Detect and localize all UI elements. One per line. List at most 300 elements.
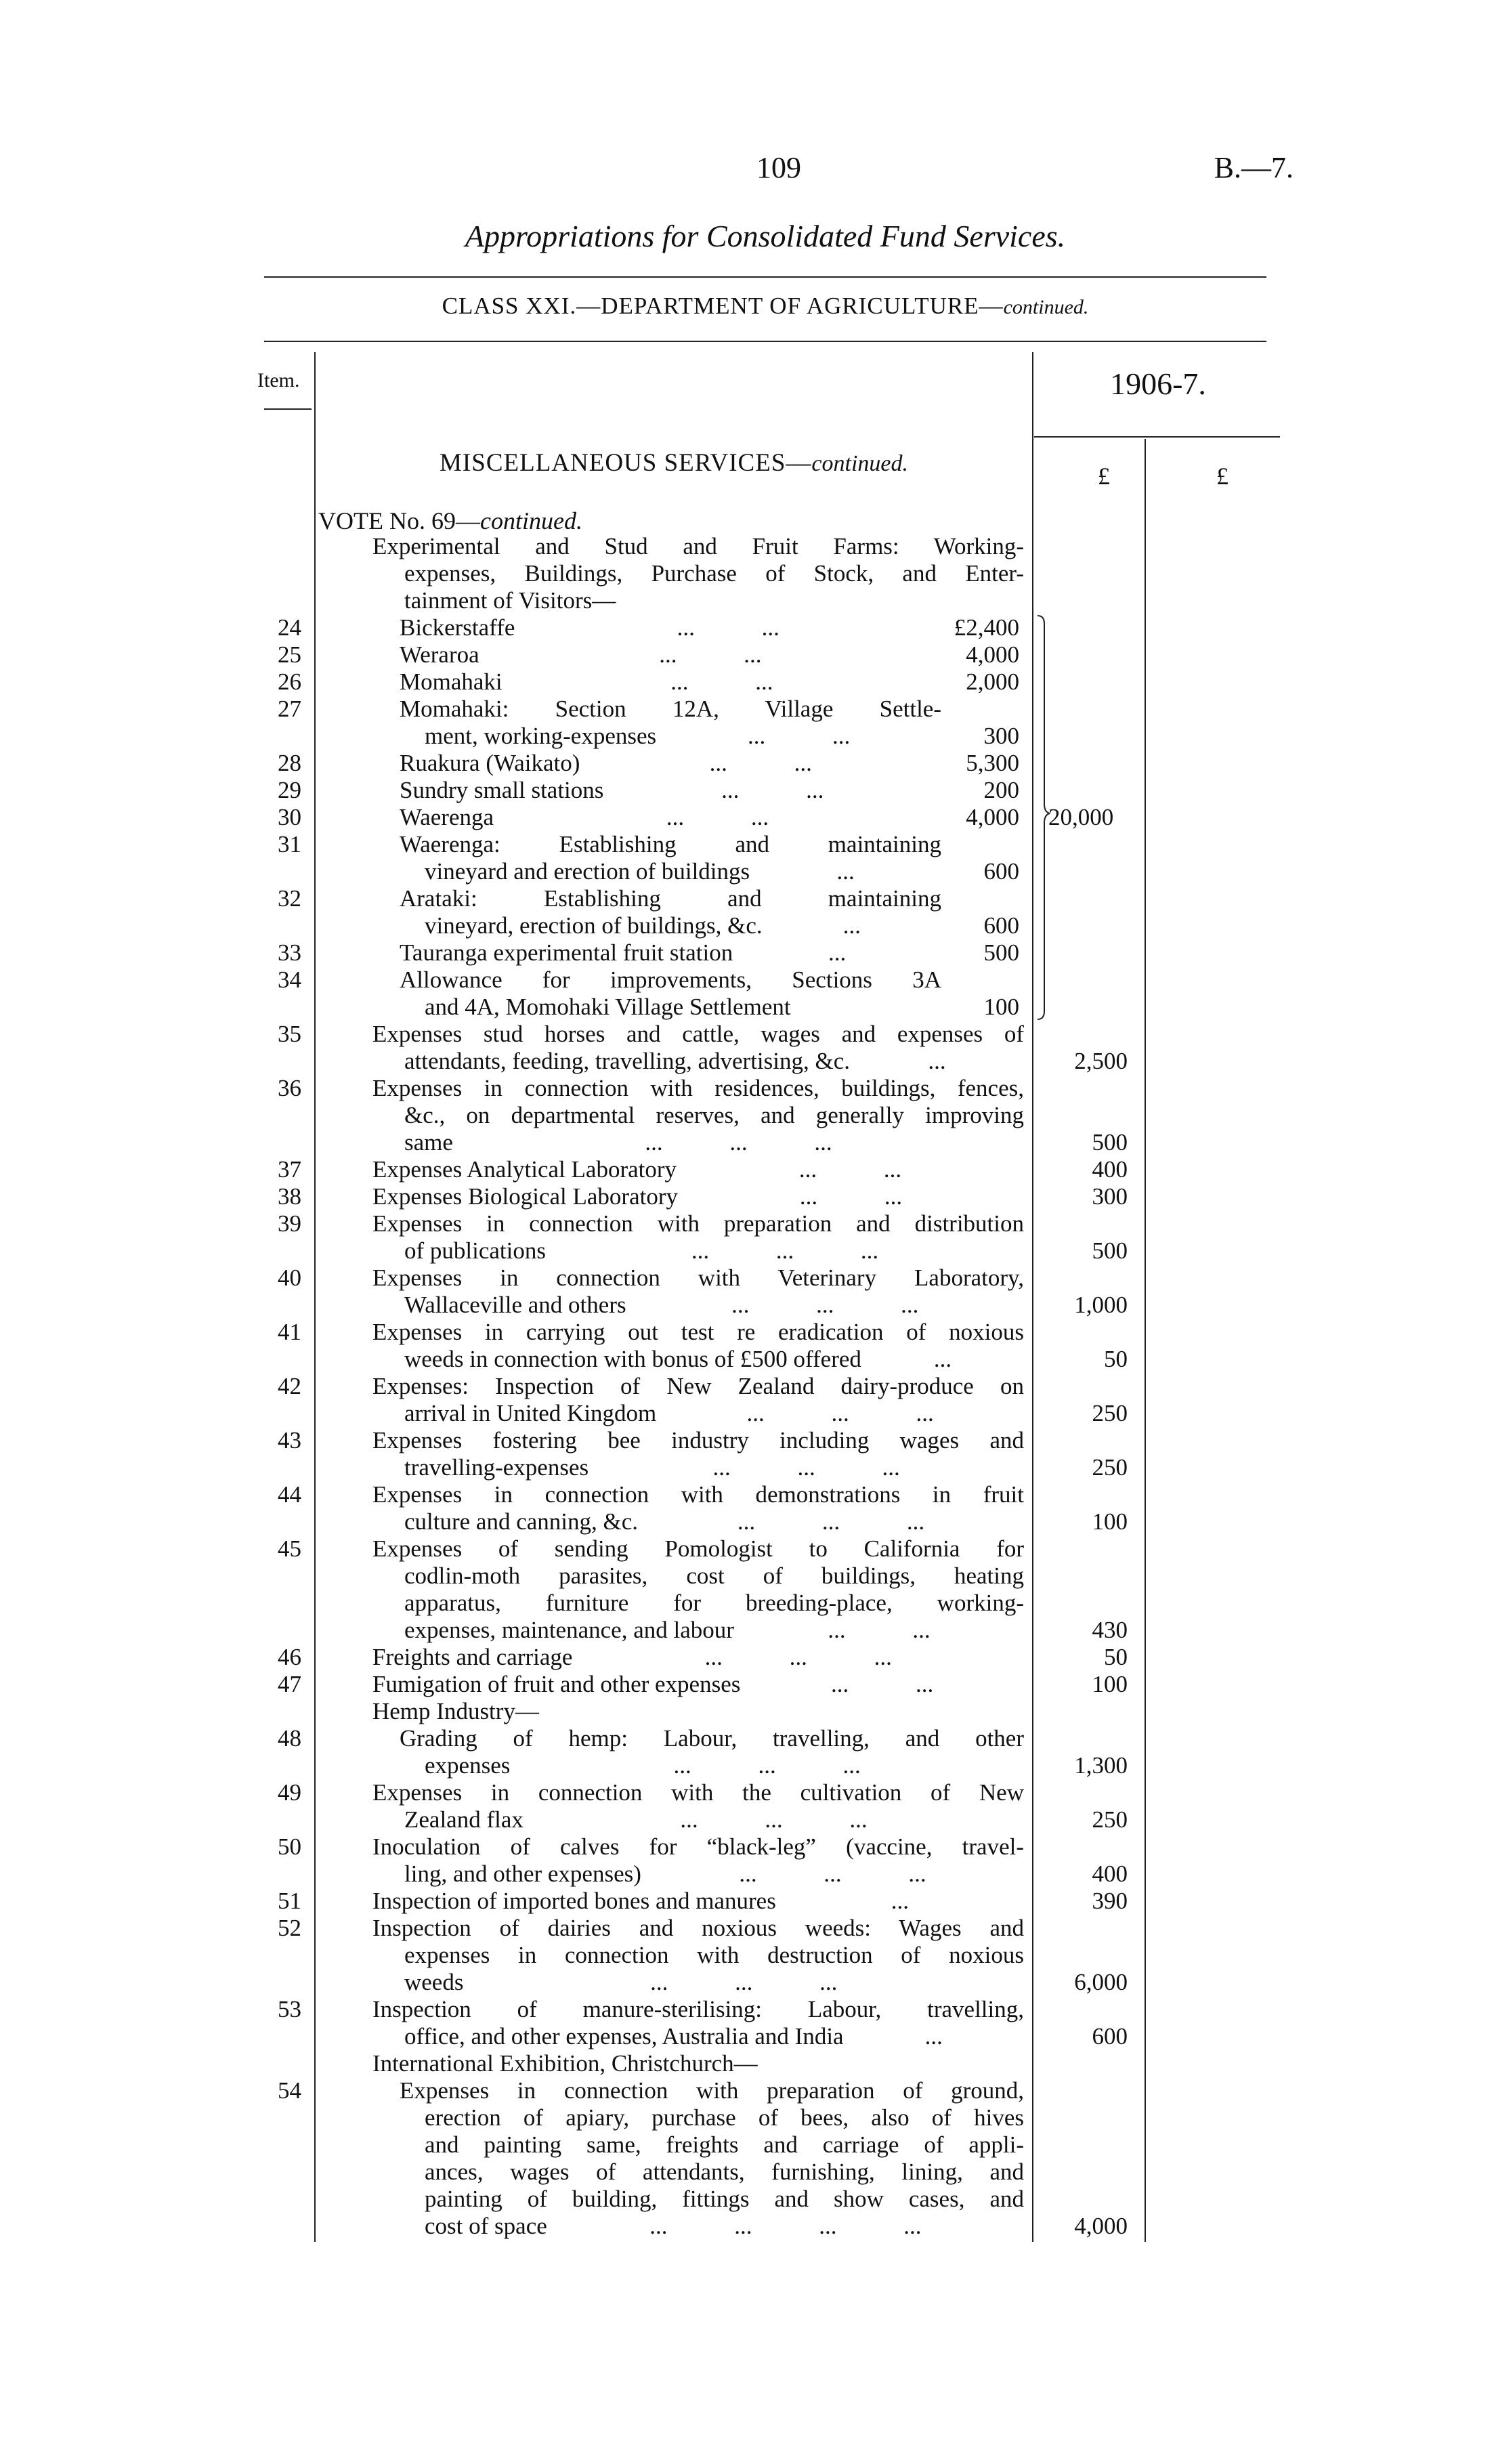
amount: 500 — [1092, 1129, 1128, 1155]
item-description — [404, 1942, 1024, 1969]
description-text: Expenses stud horses and cattle, wages and expenses of — [372, 1021, 1024, 1047]
table-row — [0, 2050, 1496, 2077]
item-description — [372, 1698, 1024, 1725]
description-text: painting of building, fittings and show cases, and — [425, 2186, 1024, 2212]
description-text: Expenses in connection with Veterinary Laboratory, — [372, 1265, 1024, 1291]
table-row — [0, 1698, 1496, 1725]
table-row — [0, 777, 1496, 804]
item-number: 33 — [278, 939, 301, 966]
table-row — [0, 1942, 1496, 1969]
table-row — [0, 750, 1496, 777]
item-number: 30 — [278, 804, 301, 830]
item-description — [400, 1725, 1024, 1752]
item-number: 52 — [278, 1915, 301, 1941]
table-row — [0, 858, 1496, 885]
leader-dots: ... ... — [709, 750, 812, 776]
description-text: International Exhibition, Christchurch— — [372, 2050, 758, 2077]
description-text: Ruakura (Waikato) — [400, 750, 580, 776]
class-heading-suffix: continued. — [1003, 296, 1089, 318]
dot-leader — [589, 1454, 1024, 1481]
item-number: 44 — [278, 1481, 301, 1508]
amount: 50 — [1104, 1346, 1128, 1372]
amount: 430 — [1092, 1617, 1128, 1643]
leader-dots: ... — [891, 1888, 910, 1914]
description-text: erection of apiary, purchase of bees, also of hives — [425, 2104, 1024, 2131]
item-description — [400, 696, 941, 723]
leader-dots: ... — [842, 912, 861, 939]
description-text: Expenses in connection with preparation and distribution — [372, 1210, 1024, 1237]
dot-leader — [733, 939, 941, 967]
description-text: same — [404, 1129, 453, 1155]
item-description — [372, 1535, 1024, 1563]
table-row — [0, 1292, 1496, 1319]
description-text: ment, working-expenses — [425, 723, 657, 749]
description-text: Expenses Biological Laboratory — [372, 1183, 678, 1210]
leader-dots: ... ... ... ... — [649, 2213, 922, 2239]
item-description — [425, 2159, 1024, 2186]
table-row — [0, 1508, 1496, 1535]
leader-dots: ... — [828, 939, 847, 966]
amount: 100 — [1092, 1671, 1128, 1697]
table-row — [0, 1048, 1496, 1075]
leader-dots: ... ... ... — [746, 1400, 934, 1426]
item-description — [400, 967, 941, 994]
item-description — [425, 2104, 1024, 2131]
item-number: 29 — [278, 777, 301, 803]
table-row — [0, 614, 1496, 641]
section-heading-suffix: continued. — [811, 451, 908, 476]
item-description — [372, 533, 1024, 560]
item-description — [372, 2050, 1024, 2077]
dot-leader — [844, 2023, 1024, 2050]
table-row — [0, 1779, 1496, 1806]
item-description — [372, 1833, 1024, 1861]
item-description — [400, 777, 941, 804]
dot-leader — [546, 1237, 1024, 1265]
document-reference: B.—7. — [1214, 151, 1294, 184]
table-row — [0, 1265, 1496, 1292]
description-text: Inspection of manure-sterilising: Labour, travelling, — [372, 1996, 1024, 2022]
amount: 1,300 — [1074, 1752, 1128, 1779]
description-text: ances, wages of attendants, furnishing, lining, and — [425, 2159, 1024, 2185]
item-description — [404, 1508, 1024, 1535]
description-text: expenses, Buildings, Purchase of Stock, and Enter- — [404, 560, 1024, 587]
item-description — [372, 1265, 1024, 1292]
table-row — [0, 2131, 1496, 2159]
description-text: Inspection of imported bones and manures — [372, 1888, 776, 1914]
table-row — [0, 1346, 1496, 1373]
dot-leader — [626, 1292, 1024, 1319]
table-row — [0, 560, 1496, 587]
description-text: Momahaki — [400, 668, 503, 695]
dot-leader — [677, 1156, 1024, 1183]
table-row — [0, 1563, 1496, 1590]
table-row — [0, 641, 1496, 668]
item-number: 45 — [278, 1535, 301, 1562]
leader-dots: ... ... — [721, 777, 824, 803]
description-text: ling, and other expenses) — [404, 1861, 641, 1887]
item-description — [400, 750, 941, 777]
item-number: 32 — [278, 885, 301, 912]
item-description — [400, 2077, 1024, 2104]
item-description — [425, 2186, 1024, 2213]
item-description — [404, 1590, 1024, 1617]
dot-leader — [479, 641, 941, 668]
item-number: 43 — [278, 1427, 301, 1453]
sub-amount: £2,400 — [954, 614, 1019, 641]
dot-leader — [547, 2213, 1024, 2240]
description-text: Expenses in connection with preparation of ground, — [400, 2077, 1024, 2104]
dot-leader — [603, 777, 941, 804]
description-text: Expenses fostering bee industry including wages and — [372, 1427, 1024, 1453]
vote-label-suffix: continued. — [479, 507, 582, 534]
description-text: Allowance for improvements, Sections 3A — [400, 967, 941, 993]
item-description — [372, 1319, 1024, 1346]
item-number: 42 — [278, 1373, 301, 1399]
table-row — [0, 1752, 1496, 1779]
item-description — [400, 804, 941, 831]
item-description — [400, 939, 941, 967]
table-row — [0, 1129, 1496, 1156]
item-number: 26 — [278, 668, 301, 695]
table-row — [0, 804, 1496, 831]
sub-amount: 100 — [983, 994, 1019, 1020]
item-description — [372, 1373, 1024, 1400]
item-description — [372, 1671, 1024, 1698]
description-text: weeds in connection with bonus of £500 offered — [404, 1346, 861, 1372]
sub-amount: 500 — [983, 939, 1019, 966]
item-description — [425, 994, 941, 1021]
table-row — [0, 1319, 1496, 1346]
dot-leader — [678, 1183, 1024, 1210]
item-number: 51 — [278, 1888, 301, 1914]
leader-dots: ... ... — [831, 1671, 934, 1697]
item-description — [404, 1400, 1024, 1427]
dot-leader — [740, 1671, 1024, 1698]
dot-leader — [861, 1346, 1024, 1373]
item-description — [404, 1861, 1024, 1888]
item-description — [372, 1021, 1024, 1048]
item-number: 38 — [278, 1183, 301, 1210]
table-row — [0, 1535, 1496, 1563]
table-row — [0, 1915, 1496, 1942]
item-description — [372, 1183, 1024, 1210]
description-text: Waerenga — [400, 804, 494, 830]
description-text: and 4A, Momohaki Village Settlement — [425, 994, 791, 1020]
year-header-rule — [1034, 436, 1280, 438]
sub-amount: 200 — [983, 777, 1019, 803]
table-row — [0, 1806, 1496, 1833]
item-description — [372, 1075, 1024, 1102]
description-text: vineyard and erection of buildings — [425, 858, 750, 885]
table-row — [0, 2186, 1496, 2213]
section-heading-text: MISCELLANEOUS SERVICES— — [440, 449, 812, 477]
leader-dots: ... ... — [828, 1617, 931, 1643]
description-text: weeds — [404, 1969, 464, 1995]
table-row — [0, 912, 1496, 939]
item-number: 41 — [278, 1319, 301, 1345]
leader-dots: ... — [933, 1346, 952, 1372]
description-text: Expenses in connection with residences, buildings, fences, — [372, 1075, 1024, 1101]
dot-leader — [523, 1806, 1024, 1833]
description-text: Fumigation of fruit and other expenses — [372, 1671, 741, 1697]
amount: 390 — [1092, 1888, 1128, 1914]
dot-leader — [510, 1752, 1024, 1779]
description-text: tainment of Visitors— — [404, 587, 616, 614]
leader-dots: ... — [928, 1048, 946, 1074]
item-number: 46 — [278, 1644, 301, 1670]
sub-amount: 4,000 — [966, 641, 1019, 668]
table-row — [0, 939, 1496, 967]
amount: 400 — [1092, 1861, 1128, 1887]
vote-label-text: VOTE No. 69— — [318, 507, 480, 534]
item-description — [404, 1048, 1024, 1075]
dot-leader — [638, 1508, 1024, 1535]
table-row — [0, 2023, 1496, 2050]
dot-leader — [580, 750, 941, 777]
amount: 250 — [1092, 1454, 1128, 1481]
item-description — [372, 1888, 1024, 1915]
page-title: Appropriations for Consolidated Fund Services. — [465, 219, 1066, 253]
leader-dots: ... ... ... — [645, 1129, 832, 1155]
table-row — [0, 994, 1496, 1021]
table-row — [0, 967, 1496, 994]
item-number: 49 — [278, 1779, 301, 1806]
item-number: 47 — [278, 1671, 301, 1697]
leader-dots: ... ... — [666, 804, 769, 830]
description-text: apparatus, furniture for breeding-place, working- — [404, 1590, 1024, 1616]
leader-dots: ... ... ... — [691, 1237, 879, 1264]
amount: 4,000 — [1074, 2213, 1128, 2239]
item-description — [425, 2131, 1024, 2159]
item-description — [400, 668, 941, 696]
table-row — [0, 1427, 1496, 1454]
dot-leader — [572, 1644, 1024, 1671]
description-text: Expenses in connection with demonstrations in fruit — [372, 1481, 1024, 1508]
item-description — [425, 723, 941, 750]
dot-leader — [656, 723, 941, 750]
item-description — [372, 1644, 1024, 1671]
page-number: 109 — [756, 151, 801, 184]
item-column-header: Item. — [257, 369, 300, 391]
dot-leader — [776, 1888, 1024, 1915]
item-description — [425, 912, 941, 939]
table-row — [0, 1590, 1496, 1617]
dot-leader — [750, 858, 941, 885]
description-text: Weraroa — [400, 641, 479, 668]
description-text: Expenses Analytical Laboratory — [372, 1156, 677, 1183]
leader-dots: ... — [924, 2023, 943, 2049]
item-number: 48 — [278, 1725, 301, 1751]
sub-amount: 300 — [983, 723, 1019, 749]
year-column-header: 1906-7. — [1110, 366, 1206, 401]
item-number: 40 — [278, 1265, 301, 1291]
item-description — [404, 1969, 1024, 1996]
leader-dots: ... ... — [747, 723, 851, 749]
dot-leader — [850, 1048, 1024, 1075]
table-row — [0, 1075, 1496, 1102]
table-row — [0, 1183, 1496, 1210]
description-text: cost of space — [425, 2213, 547, 2239]
description-text: Expenses in carrying out test re eradication of noxious — [372, 1319, 1024, 1345]
item-description — [400, 885, 941, 912]
item-number: 54 — [278, 2077, 301, 2104]
item-number: 39 — [278, 1210, 301, 1237]
description-text: Momahaki: Section 12A, Village Settle- — [400, 696, 941, 722]
description-text: Inoculation of calves for “black-leg” (vaccine, travel- — [372, 1833, 1024, 1860]
item-description — [404, 1563, 1024, 1590]
item-number: 50 — [278, 1833, 301, 1860]
description-text: codlin-moth parasites, cost of buildings, heating — [404, 1563, 1024, 1589]
description-text: Bickerstaffe — [400, 614, 515, 641]
item-description — [372, 1779, 1024, 1806]
item-header-underline — [264, 408, 312, 410]
description-text: Wallaceville and others — [404, 1292, 626, 1318]
leader-dots: ... ... — [677, 614, 779, 641]
item-description — [404, 1454, 1024, 1481]
description-text: Expenses: Inspection of New Zealand dairy-produce on — [372, 1373, 1024, 1399]
description-text: expenses, maintenance, and labour — [404, 1617, 734, 1643]
item-description — [425, 1752, 1024, 1779]
description-text: expenses — [425, 1752, 511, 1779]
description-text: travelling-expenses — [404, 1454, 589, 1481]
item-number: 31 — [278, 831, 301, 857]
item-description — [372, 1481, 1024, 1508]
amount: 2,500 — [1074, 1048, 1128, 1074]
item-description — [404, 1806, 1024, 1833]
sub-amount: 600 — [983, 912, 1019, 939]
currency-col1: £ — [1098, 463, 1110, 490]
table-row — [0, 1969, 1496, 1996]
item-description — [404, 1617, 1024, 1644]
item-number: 53 — [278, 1996, 301, 2022]
amount: 250 — [1092, 1806, 1128, 1833]
description-text: vineyard, erection of buildings, &c. — [425, 912, 763, 939]
dot-leader — [494, 804, 941, 831]
table-row — [0, 1373, 1496, 1400]
item-number: 35 — [278, 1021, 301, 1047]
description-text: Inspection of dairies and noxious weeds: Wages and — [372, 1915, 1024, 1941]
amount: 100 — [1092, 1508, 1128, 1535]
table-row — [0, 1644, 1496, 1671]
description-text: Freights and carriage — [372, 1644, 573, 1670]
sub-amount: 4,000 — [966, 804, 1019, 830]
item-description — [404, 1102, 1024, 1129]
table-row — [0, 1617, 1496, 1644]
table-row — [0, 831, 1496, 858]
description-text: Expenses of sending Pomologist to California for — [372, 1535, 1024, 1562]
description-text: Tauranga experimental fruit station — [400, 939, 733, 966]
description-text: Grading of hemp: Labour, travelling, and other — [400, 1725, 1024, 1751]
table-row — [0, 1021, 1496, 1048]
leader-dots: ... ... ... — [739, 1861, 926, 1887]
description-text: of publications — [404, 1237, 546, 1264]
item-number: 37 — [278, 1156, 301, 1183]
table-row — [0, 885, 1496, 912]
item-description — [404, 1237, 1024, 1265]
table-row — [0, 1725, 1496, 1752]
table-row — [0, 2077, 1496, 2104]
leader-dots: ... ... ... — [704, 1644, 892, 1670]
amount: 50 — [1104, 1644, 1128, 1670]
item-description — [425, 858, 941, 885]
description-text: arrival in United Kingdom — [404, 1400, 657, 1426]
item-description — [372, 1210, 1024, 1237]
table-row — [0, 1481, 1496, 1508]
table-row — [0, 1210, 1496, 1237]
description-text: Zealand flax — [404, 1806, 523, 1833]
dot-leader — [641, 1861, 1024, 1888]
item-description — [404, 1129, 1024, 1156]
description-text: office, and other expenses, Australia and India — [404, 2023, 844, 2049]
vote-label — [318, 507, 582, 535]
amount: 600 — [1092, 2023, 1128, 2049]
leader-dots: ... ... ... — [712, 1454, 900, 1481]
description-text: Arataki: Establishing and maintaining — [400, 885, 941, 912]
dot-leader — [656, 1400, 1024, 1427]
table-row — [0, 1861, 1496, 1888]
item-description — [404, 560, 1024, 587]
table-row — [0, 1237, 1496, 1265]
amount: 6,000 — [1074, 1969, 1128, 1995]
item-description — [404, 1346, 1024, 1373]
dot-leader — [453, 1129, 1024, 1156]
table-row — [0, 1996, 1496, 2023]
item-description — [404, 587, 1024, 614]
item-description — [372, 1915, 1024, 1942]
table-row — [0, 668, 1496, 696]
section-heading — [318, 448, 1029, 477]
item-number: 36 — [278, 1075, 301, 1101]
table-row — [0, 1400, 1496, 1427]
item-number: 24 — [278, 614, 301, 641]
description-text: &c., on departmental reserves, and generally improving — [404, 1102, 1024, 1128]
table-row — [0, 1833, 1496, 1861]
item-description — [372, 1427, 1024, 1454]
dot-leader — [515, 614, 941, 641]
amount: 300 — [1092, 1183, 1128, 1210]
amount: 400 — [1092, 1156, 1128, 1183]
table-row — [0, 1156, 1496, 1183]
leader-dots: ... ... — [670, 668, 773, 695]
item-description — [372, 1156, 1024, 1183]
item-number: 25 — [278, 641, 301, 668]
sub-amount: 5,300 — [966, 750, 1019, 776]
currency-col2: £ — [1216, 463, 1228, 490]
description-text: Waerenga: Establishing and maintaining — [400, 831, 941, 857]
description-text: Sundry small stations — [400, 777, 604, 803]
table-row — [0, 696, 1496, 723]
table-row — [0, 587, 1496, 614]
item-description — [400, 614, 941, 641]
description-text: expenses in connection with destruction of noxious — [404, 1942, 1024, 1968]
description-text: Hemp Industry— — [372, 1698, 539, 1724]
dot-leader — [734, 1617, 1024, 1644]
divider — [264, 341, 1266, 342]
divider — [264, 276, 1266, 278]
amount: 250 — [1092, 1400, 1128, 1426]
item-description — [425, 2213, 1024, 2240]
table-row — [0, 2159, 1496, 2186]
leader-dots: ... ... ... — [650, 1969, 838, 1995]
description-text: culture and canning, &c. — [404, 1508, 639, 1535]
bracket-total: 20,000 — [1048, 804, 1114, 830]
leader-dots: ... ... ... — [673, 1752, 861, 1779]
table-row — [0, 1671, 1496, 1698]
amount: 500 — [1092, 1237, 1128, 1264]
item-description — [404, 1292, 1024, 1319]
dot-leader — [503, 668, 941, 696]
